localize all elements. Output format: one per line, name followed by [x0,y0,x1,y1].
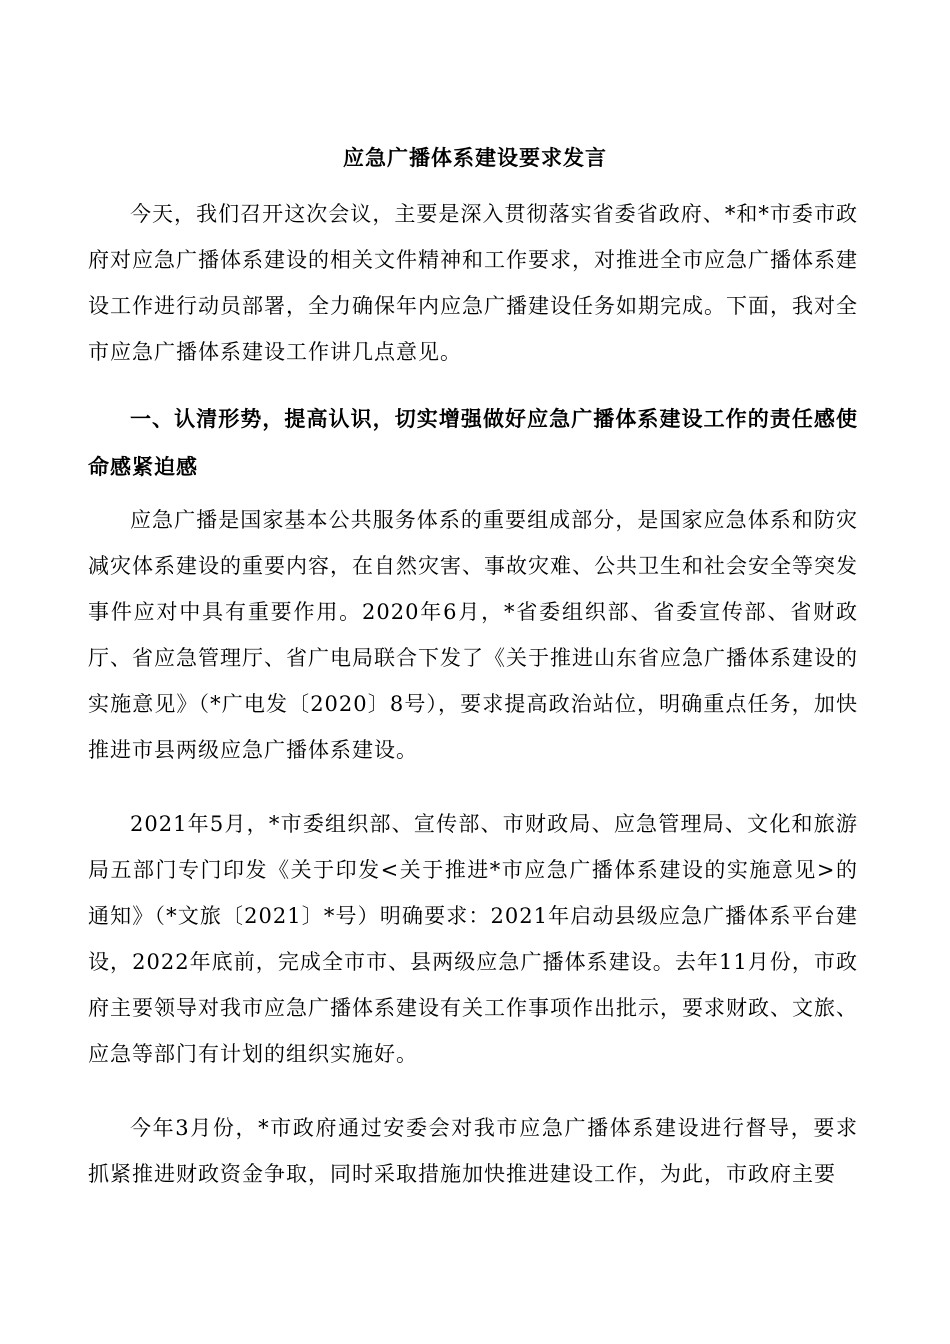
paragraph-city-policy: 2021年5月，*市委组织部、宣传部、市财政局、应急管理局、文化和旅游局五部门专门印发《关于印发<关于推进*市应急广播体系建设的实施意见>的通知》（*文旅〔2021〕*号）明确要求：2021年启动县级应急广播体系平台建设，2022年底前，完成全市市、县两级应急广播体系建设。去年11月份，市政府主要领导对我市应急广播体系建设有关工作事项作出批示，要求财政、文旅、应急等部门有计划的组织实施好。 [88,812,858,1066]
section-heading-1: 一、认清形势，提高认识，切实增强做好应急广播体系建设工作的责任感使命感紧迫感 [88,406,858,479]
document-title: 应急广播体系建设要求发言 [343,145,607,170]
paragraph-background: 应急广播是国家基本公共服务体系的重要组成部分，是国家应急体系和防灾减灾体系建设的重要内容，在自然灾害、事故灾难、公共卫生和社会安全等突发事件应对中具有重要作用。2020年6月，*省委组织部、省委宣传部、省财政厅、省应急管理厅、省广电局联合下发了《关于推进山东省应急广播体系建设的实施意见》（*广电发〔2020〕8号），要求提高政治站位，明确重点任务，加快推进市县两级应急广播体系建设。 [88,508,858,762]
paragraph-opening: 今天，我们召开这次会议，主要是深入贯彻落实省委省政府、*和*市委市政府对应急广播体系建设的相关文件精神和工作要求，对推进全市应急广播体系建设工作进行动员部署，全力确保年内应急广播建设任务如期完成。下面，我对全市应急广播体系建设工作讲几点意见。 [88,202,858,364]
paragraph-supervision: 今年3月份，*市政府通过安委会对我市应急广播体系建设进行督导，要求抓紧推进财政资金争取，同时采取措施加快推进建设工作，为此，市政府主要 [88,1116,858,1186]
